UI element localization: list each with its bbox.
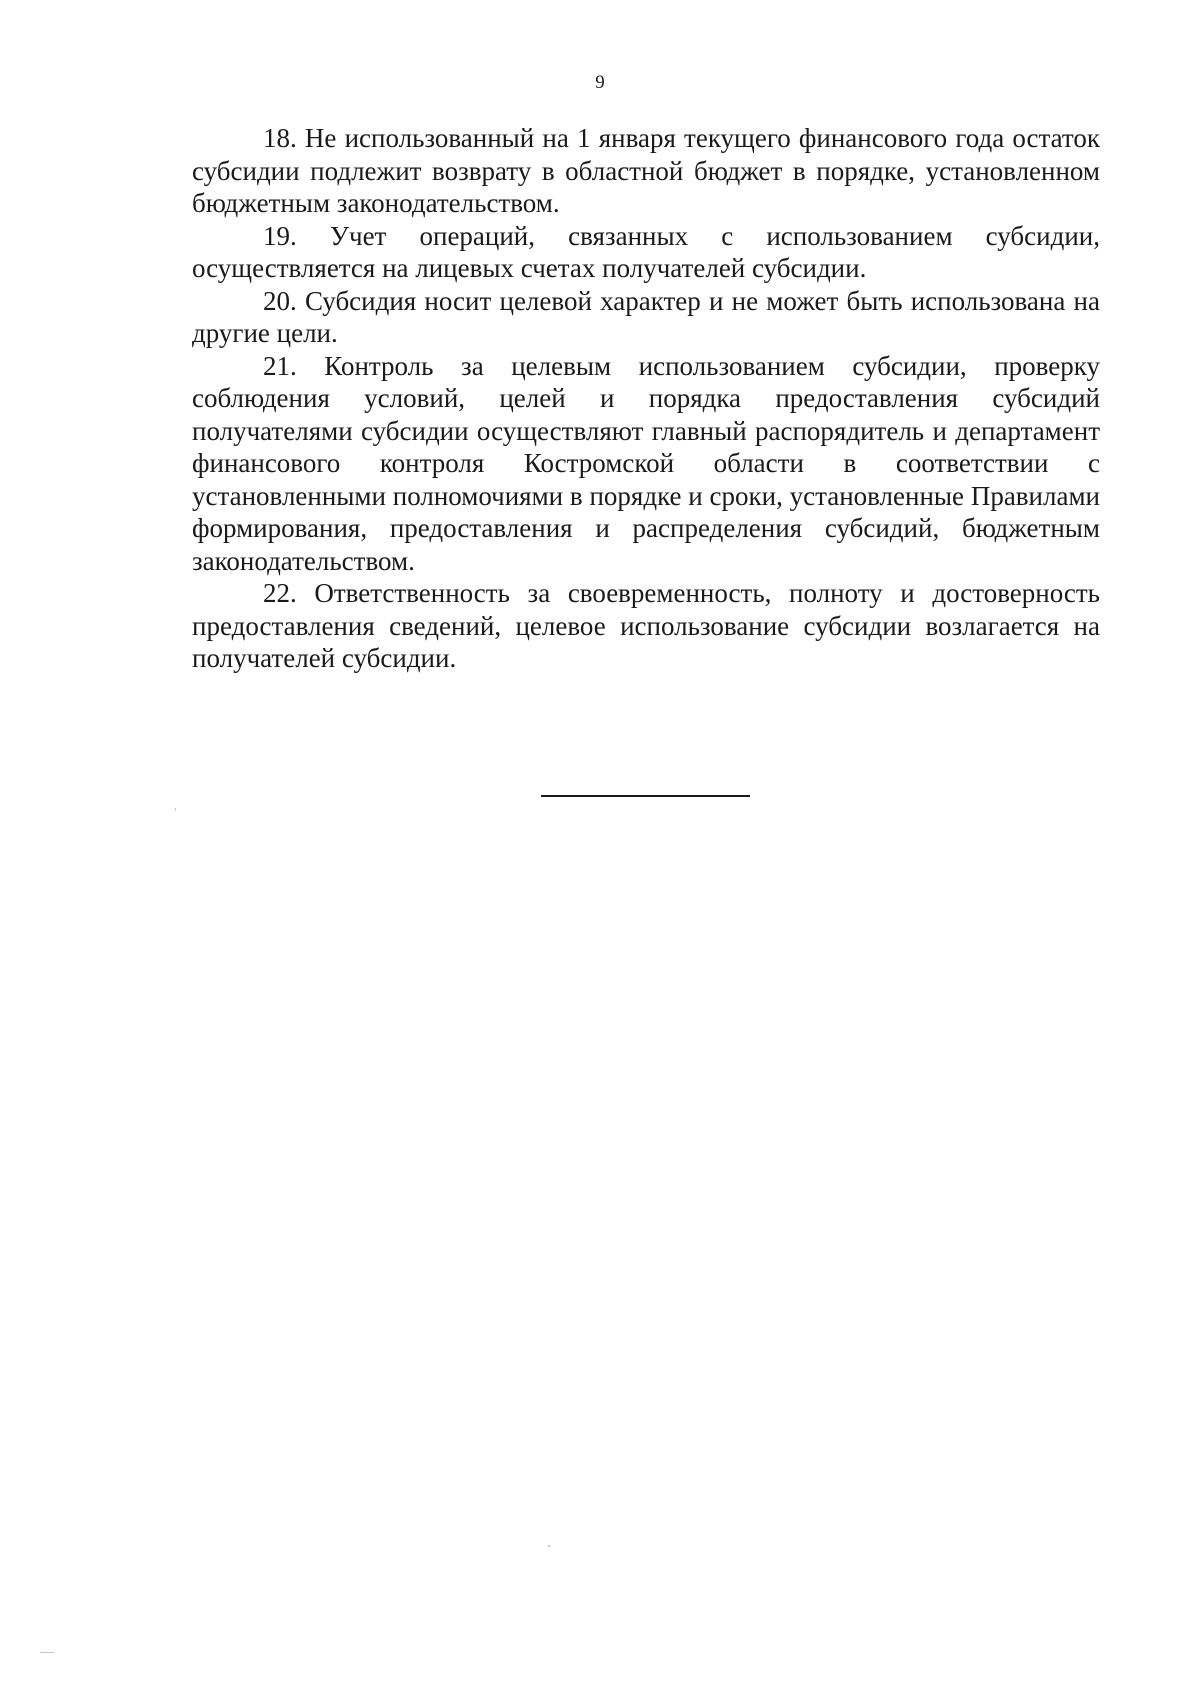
paragraph-19: 19. Учет операций, связанных с использованием субсидии, осуществляется на лицевых счетах получателей субсидии. [192,220,1100,283]
paragraph-22: 22. Ответственность за своевременность, полноту и достоверность предоставления сведений, целевое использование субсидии возлагается на получателей субсидии. [192,578,1100,673]
document-body [192,122,1100,675]
page-number: 9 [595,72,605,93]
scan-speck [175,808,176,811]
end-of-text-rule [541,795,750,797]
paragraph-21: 21. Контроль за целевым использованием субсидии, проверку соблюдения условий, целей и порядка предоставления субсидий получателями субсидии осуществляют главный распорядитель и департамент финансового контроля Костромской области в соответствии с установленными полномочиями в порядке и сроки, установленные Правилами формирования, предоставления и распределения субсидий, бюджетным законодательством. [192,350,1100,576]
paragraph-18: 18. Не использованный на 1 января текущего финансового года остаток субсидии подлежит возврату в областной бюджет в порядке, установленном бюджетным законодательством. [192,123,1100,218]
scan-speck [40,1652,54,1653]
paragraph-20: 20. Субсидия носит целевой характер и не может быть использована на другие цели. [192,285,1100,348]
scan-speck [548,1545,550,1547]
